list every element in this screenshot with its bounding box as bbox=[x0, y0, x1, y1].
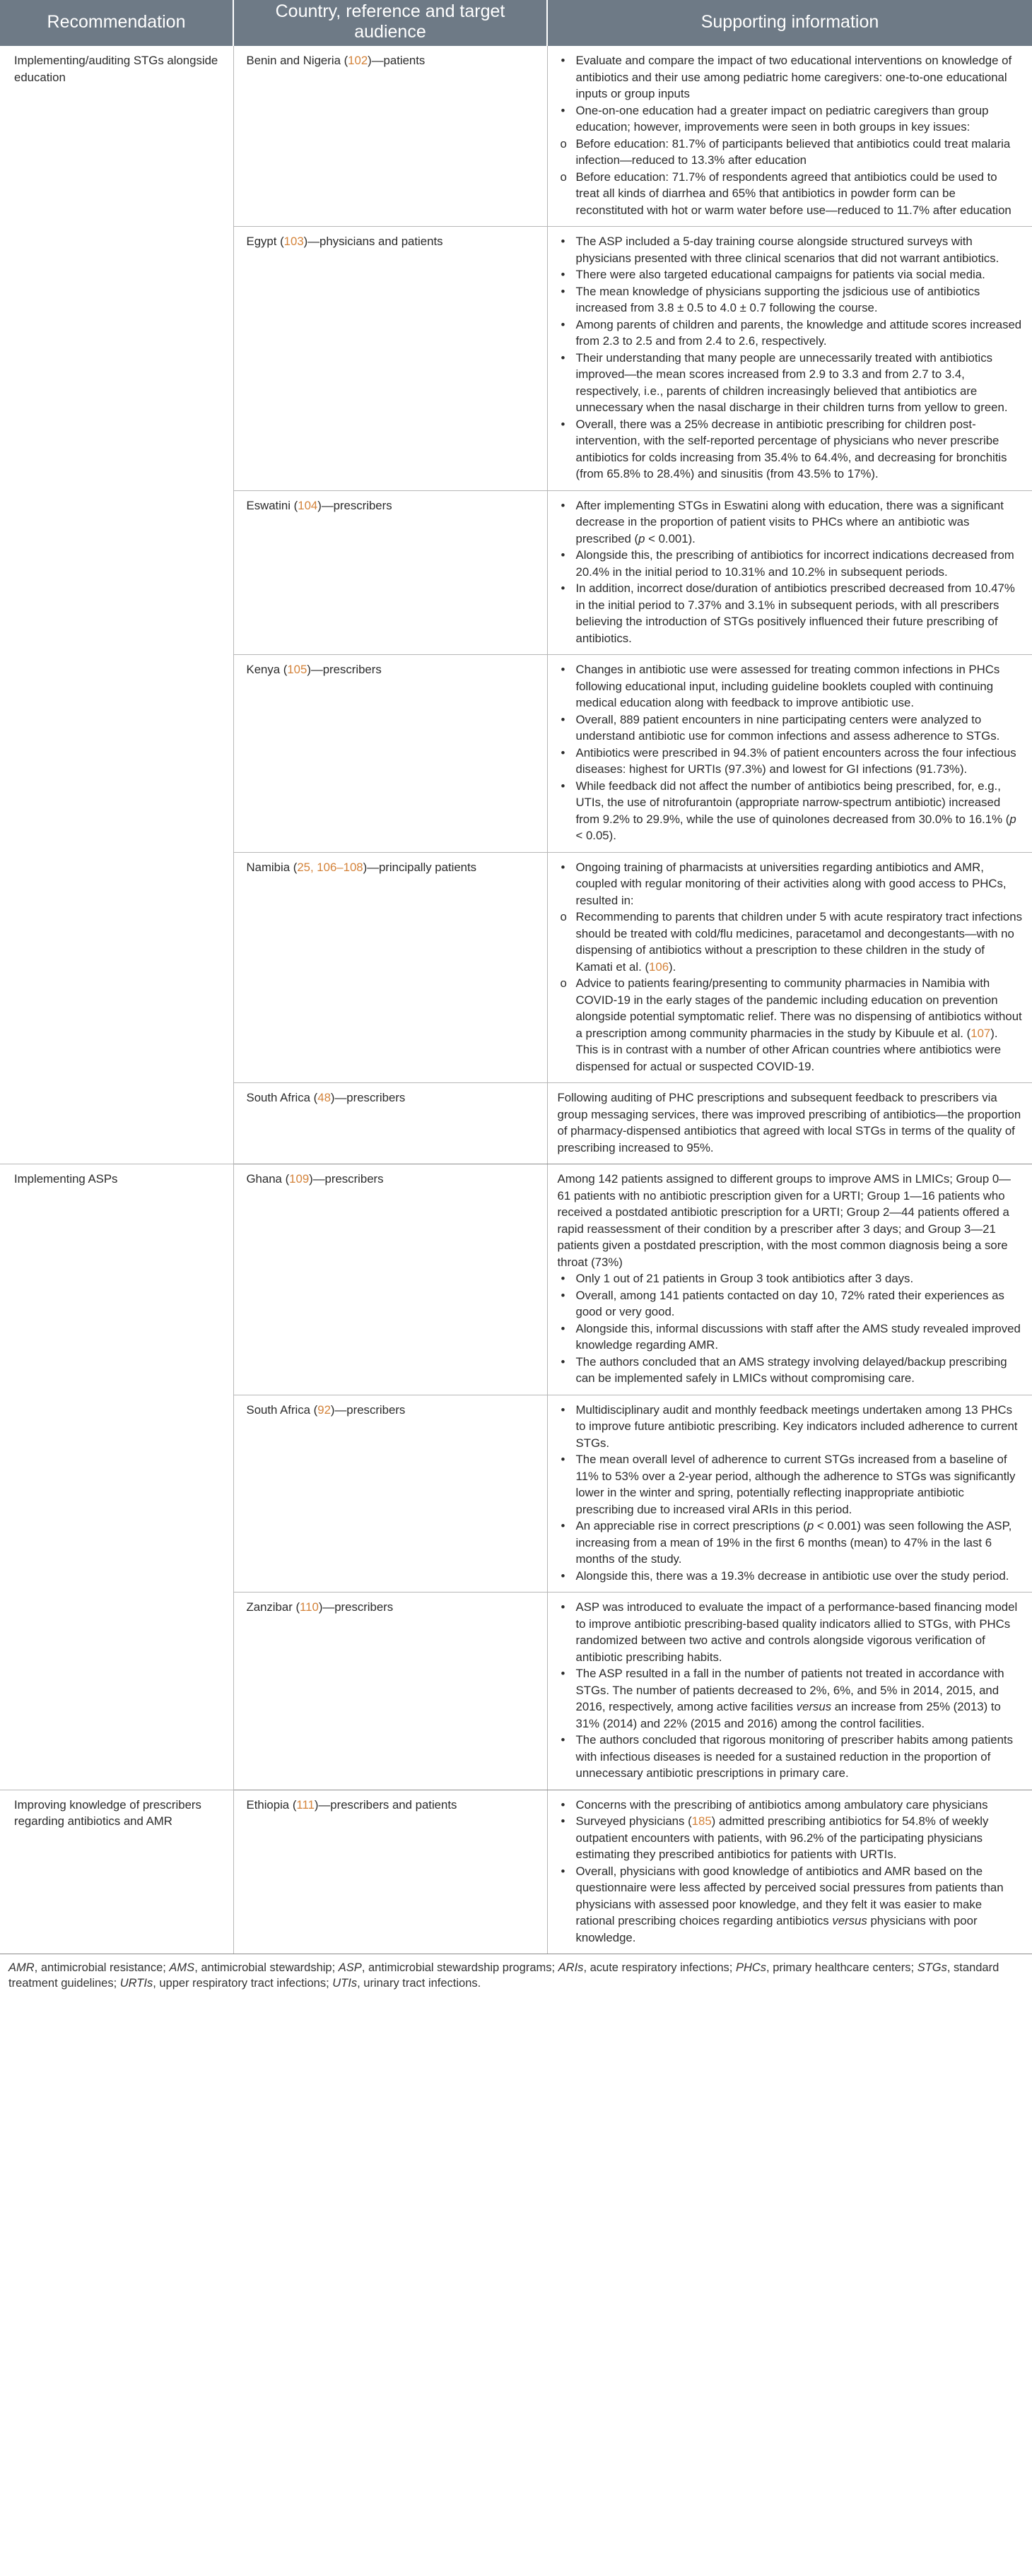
table-row bbox=[0, 46, 1032, 227]
reference-link[interactable]: 105 bbox=[287, 663, 307, 676]
supporting-info-cell bbox=[547, 46, 1032, 227]
country-cell: Benin and Nigeria (102)—patients bbox=[233, 46, 547, 227]
table-body bbox=[0, 46, 1032, 1954]
country-cell: Eswatini (104)—prescribers bbox=[233, 490, 547, 655]
bullet-item: • After implementing STGs in Eswatini along with education, there was a significant decrease in the proportion of patient visits to PHCs where an antibiotic was prescribed (p < 0.001). bbox=[558, 497, 1023, 548]
target-audience: —prescribers bbox=[334, 1402, 406, 1417]
target-audience: —prescribers bbox=[322, 1600, 394, 1614]
country-name: Namibia bbox=[246, 860, 293, 874]
reference-link[interactable]: 107 bbox=[971, 1026, 991, 1040]
bullet-item: • Overall, 889 patient encounters in nine participating centers were analyzed to understand antibiotic use for common infections and assess adherence to STGs. bbox=[558, 711, 1023, 745]
bullet-item: • Only 1 out of 21 patients in Group 3 took antibiotics after 3 days. bbox=[558, 1270, 1023, 1287]
bullet-item: • Overall, there was a 25% decrease in antibiotic prescribing for children post-intervention, with the self-reported percentage of physicians who never prescribe antibiotics for colds increasing from 35.4% to 64.4%, and decreasing for bronchitis (from 65.8% to 28.4%) and sinusitis (from 43.5% to 17%). bbox=[558, 416, 1023, 483]
country-cell: Namibia (25, 106–108)—principally patients bbox=[233, 852, 547, 1083]
bullet-item: • The mean knowledge of physicians supporting the jsdicious use of antibiotics increased from 3.8 ± 0.5 to 4.0 ± 0.7 following the course. bbox=[558, 283, 1023, 317]
supporting-info-cell bbox=[547, 1164, 1032, 1395]
target-audience: —patients bbox=[371, 54, 426, 67]
sub-bullet-item: o Before education: 81.7% of participants believed that antibiotics could treat malaria infection—reduced to 13.3% after education bbox=[558, 136, 1023, 169]
supporting-info-cell bbox=[547, 1395, 1032, 1593]
reference-link[interactable]: 25, 106–108 bbox=[297, 860, 363, 874]
sub-bullet-item: o Advice to patients fearing/presenting to community pharmacies in Namibia with COVID-19 in the early stages of the pandemic including education on prevention alongside potential symptomatic relief. There was no dispensing of antibiotics without a prescription among community pharmacies in the study by Kibuule et al. (107). This is in contrast with a number of other African countries where antibiotics were dispensed for actual or suspected COVID-19. bbox=[558, 975, 1023, 1075]
bullet-item: • Evaluate and compare the impact of two educational interventions on knowledge of antibiotics and their use among pediatric home caregivers: one-to-one educational inputs or group inputs bbox=[558, 52, 1023, 102]
country-name: Egypt bbox=[246, 235, 281, 248]
supporting-info-cell bbox=[547, 1790, 1032, 1954]
bullet-item: • Antibiotics were prescribed in 94.3% of patient encounters across the four infectious diseases: highest for URTIs (97.3%) and lowest for GI infections (91.73%). bbox=[558, 745, 1023, 778]
supporting-info-cell bbox=[547, 655, 1032, 853]
header-country: Country, reference and target audience bbox=[233, 0, 547, 46]
table-row bbox=[0, 1164, 1032, 1395]
reference-link[interactable]: 92 bbox=[317, 1402, 331, 1417]
reference-link[interactable]: 110 bbox=[300, 1600, 319, 1614]
country-name: Kenya bbox=[246, 663, 283, 676]
bullet-item: • Overall, among 141 patients contacted on day 10, 72% rated their experiences as good or very good. bbox=[558, 1287, 1023, 1321]
bullet-item: • The mean overall level of adherence to current STGs increased from a baseline of 11% to 53% over a 2-year period, although the adherence to STGs was significantly lower in the winter and spring, potentially reflecting inappropriate antibiotic prescribing due to increased viral ARIs in this period. bbox=[558, 1451, 1023, 1518]
bullet-item: • Surveyed physicians (185) admitted prescribing antibiotics for 54.8% of weekly outpatient encounters with patients, with 96.2% of the participating physicians estimating they prescribed antibiotics for patients with URTIs. bbox=[558, 1813, 1023, 1863]
target-audience: —physicians and patients bbox=[307, 235, 443, 248]
supporting-info-cell bbox=[547, 1083, 1032, 1164]
bullet-item: • Changes in antibiotic use were assessed for treating common infections in PHCs following educational input, including guideline booklets coupled with continuing medical education along with feedback to improve antibiotic use. bbox=[558, 661, 1023, 711]
bullet-item: • The ASP included a 5-day training course alongside structured surveys with physicians presented with three clinical scenarios that did not warrant antibiotics. bbox=[558, 233, 1023, 266]
bullet-item: • Alongside this, there was a 19.3% decrease in antibiotic use over the study period. bbox=[558, 1568, 1023, 1585]
country-name: Ethiopia bbox=[246, 1797, 293, 1812]
reference-link[interactable]: 109 bbox=[289, 1172, 310, 1186]
bullet-item: • The authors concluded that an AMS strategy involving delayed/backup prescribing can be implemented safely in LMICs without compromising care. bbox=[558, 1354, 1023, 1387]
reference-link[interactable]: 111 bbox=[296, 1797, 315, 1812]
bullet-item: • Their understanding that many people are unnecessarily treated with antibiotics improved—the mean scores increased from 2.9 to 3.3 and from 2.7 to 3.4, respectively, i.e., parents of children increasingly believed that antibiotics are unnecessary when the nasal discharge in their children turns from yellow to green. bbox=[558, 350, 1023, 416]
bullet-item: • Concerns with the prescribing of antibiotics among ambulatory care physicians bbox=[558, 1797, 1023, 1814]
recommendation-cell: Improving knowledge of prescribers regarding antibiotics and AMR bbox=[0, 1790, 233, 1954]
reference-link[interactable]: 106 bbox=[649, 959, 669, 974]
bullet-item: • Alongside this, informal discussions with staff after the AMS study revealed improved knowledge regarding AMR. bbox=[558, 1321, 1023, 1354]
target-audience: —prescribers bbox=[321, 498, 392, 512]
supporting-info-cell bbox=[547, 227, 1032, 491]
reference-link[interactable]: 104 bbox=[298, 498, 318, 512]
bullet-item: • The authors concluded that rigorous monitoring of prescriber habits among patients with infectious diseases is needed for a sustained reduction in the proportion of unnecessary antibiotic prescriptions in primary care. bbox=[558, 1732, 1023, 1782]
recommendation-cell: Implementing/auditing STGs alongside education bbox=[0, 46, 233, 1164]
bullet-item: • Multidisciplinary audit and monthly feedback meetings undertaken among 13 PHCs to improve future antibiotic prescribing. Key indicators included adherence to current STGs. bbox=[558, 1402, 1023, 1452]
supporting-info-cell bbox=[547, 852, 1032, 1083]
country-cell: South Africa (92)—prescribers bbox=[233, 1395, 547, 1593]
paragraph: Among 142 patients assigned to different groups to improve AMS in LMICs; Group 0—61 patients with no antibiotic prescription given for a URTI; Group 1—16 patients who received a postdated antibiotic prescription for a URTI; Group 2—44 patients offered a rapid reassessment of their condition by a prescriber after 3 days; and Group 3—21 patients given a postdated prescription, with the most common diagnosis being a sore throat (73%) bbox=[557, 1172, 1011, 1269]
header-supporting-info: Supporting information bbox=[547, 0, 1032, 46]
country-name: South Africa bbox=[246, 1091, 314, 1104]
sub-bullet-item: o Before education: 71.7% of respondents agreed that antibiotics could be used to treat all kinds of diarrhea and 65% that antibiotics in powder form can be reconstituted with hot or warm water before use—reduced to 11.7% after education bbox=[558, 169, 1023, 219]
table-footnote: AMR, antimicrobial resistance; AMS, antimicrobial stewardship; ASP, antimicrobial stewardship programs; ARIs, acute respiratory infections; PHCs, primary healthcare centers; STGs, standard treatment guidelines; URTIs, upper respiratory tract infections; UTIs, urinary tract infections. bbox=[8, 1961, 999, 1990]
reference-link[interactable]: 103 bbox=[283, 235, 304, 248]
country-name: Ghana bbox=[246, 1172, 286, 1186]
reference-link[interactable]: 102 bbox=[348, 54, 368, 67]
sub-bullet-item: o Recommending to parents that children under 5 with acute respiratory tract infections should be treated with cold/flu medicines, paracetamol and decongestants—with no dispensing of antibiotics without a prescription to these children in the study of Kamati et al. (106). bbox=[558, 909, 1023, 975]
country-cell: Ethiopia (111)—prescribers and patients bbox=[233, 1790, 547, 1954]
target-audience: —prescribers bbox=[334, 1091, 406, 1104]
target-audience: —prescribers bbox=[310, 663, 382, 676]
supporting-info-cell bbox=[547, 1593, 1032, 1790]
country-cell: Zanzibar (110)—prescribers bbox=[233, 1593, 547, 1790]
target-audience: —prescribers and patients bbox=[318, 1797, 457, 1812]
target-audience: —principally patients bbox=[367, 860, 477, 874]
recommendation-cell: Implementing ASPs bbox=[0, 1164, 233, 1790]
country-name: Benin and Nigeria bbox=[246, 54, 344, 67]
bullet-item: • Among parents of children and parents, the knowledge and attitude scores increased from 2.3 to 2.5 and from 2.4 to 2.6, respectively. bbox=[558, 317, 1023, 350]
bullet-item: • Ongoing training of pharmacists at universities regarding antibiotics and AMR, coupled with regular monitoring of their activities along with good access to PHCs, resulted in: bbox=[558, 859, 1023, 909]
bullet-item: • ASP was introduced to evaluate the impact of a performance-based financing model to improve antibiotic prescribing-based quality indicators allied to STGs, with PHCs randomized between two active and controls alongside vigorous verification of antibiotic prescribing habits. bbox=[558, 1599, 1023, 1665]
country-cell: Ghana (109)—prescribers bbox=[233, 1164, 547, 1395]
bullet-item: • Overall, physicians with good knowledge of antibiotics and AMR based on the questionnaire were less affected by perceived social pressures from patients than physicians with assessed poor knowledge, and they felt it was easier to make rational prescribing choices regarding antibiotics versus physicians with poor knowledge. bbox=[558, 1863, 1023, 1946]
reference-link[interactable]: 48 bbox=[317, 1091, 331, 1104]
bullet-item: • In addition, incorrect dose/duration of antibiotics prescribed decreased from 10.47% in the initial period to 7.37% and 3.1% in subsequent periods, with all prescribers believing the introduction of STGs positively influenced their future prescribing of antibiotics. bbox=[558, 580, 1023, 646]
table-header-row bbox=[0, 0, 1032, 46]
header-recommendation: Recommendation bbox=[0, 0, 233, 46]
country-cell: Kenya (105)—prescribers bbox=[233, 655, 547, 853]
country-name: South Africa bbox=[246, 1402, 314, 1417]
supporting-info-cell bbox=[547, 490, 1032, 655]
reference-link[interactable]: 185 bbox=[691, 1814, 712, 1828]
country-cell: South Africa (48)—prescribers bbox=[233, 1083, 547, 1164]
country-cell: Egypt (103)—physicians and patients bbox=[233, 227, 547, 491]
bullet-item: • While feedback did not affect the number of antibiotics being prescribed, for, e.g., UTIs, the use of nitrofurantoin (appropriate narrow-spectrum antibiotic) increased from 9.2% to 29.9%, while the use of quinolones decreased from 30.0% to 16.1% (p < 0.05). bbox=[558, 778, 1023, 844]
country-name: Zanzibar bbox=[246, 1600, 296, 1614]
bullet-item: • An appreciable rise in correct prescriptions (p < 0.001) was seen following the ASP, increasing from a mean of 19% in the first 6 months (mean) to 47% in the last 6 months of the study. bbox=[558, 1518, 1023, 1568]
bullet-item: • There were also targeted educational campaigns for patients via social media. bbox=[558, 266, 1023, 283]
bullet-item: • One-on-one education had a greater impact on pediatric caregivers than group education; however, improvements were seen in both groups in key issues: bbox=[558, 102, 1023, 136]
bullet-item: • The ASP resulted in a fall in the number of patients not treated in accordance with STGs. The number of patients decreased to 2%, 6%, and 5% in 2014, 2015, and 2016, respectively, among active facilities versus an increase from 25% (2013) to 31% (2014) and 22% (2015 and 2016) among the control facilities. bbox=[558, 1665, 1023, 1732]
bullet-item: • Alongside this, the prescribing of antibiotics for incorrect indications decreased from 20.4% in the initial period to 10.31% and 10.2% in subsequent periods. bbox=[558, 547, 1023, 580]
paragraph: Following auditing of PHC prescriptions and subsequent feedback to prescribers via group messaging services, there was improved prescribing of antibiotics—the proportion of pharmacy-dispensed antibiotics that agreed with local STGs in terms of the quality of prescribing increased to 95%. bbox=[557, 1091, 1021, 1154]
country-name: Eswatini bbox=[246, 498, 294, 512]
target-audience: —prescribers bbox=[312, 1172, 384, 1186]
table-row bbox=[0, 1790, 1032, 1954]
